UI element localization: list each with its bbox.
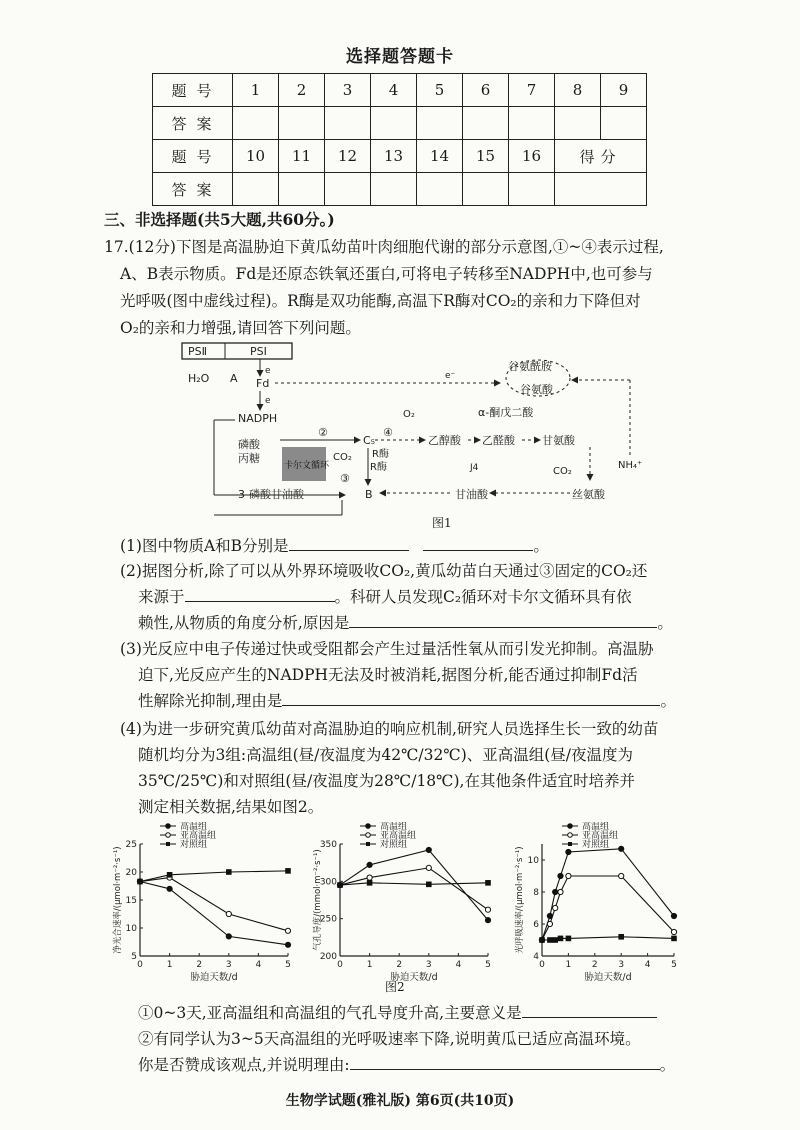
control-point — [672, 936, 677, 941]
legend-marker — [568, 842, 572, 846]
j4-label: J4 — [470, 463, 479, 473]
answer-table — [152, 73, 647, 206]
high-temp-point — [367, 862, 372, 867]
score-label: 得分 — [555, 140, 647, 173]
figure-2-charts — [110, 822, 710, 992]
legend-marker — [366, 833, 371, 838]
question-4a: (4)为进一步研究黄瓜幼苗对高温胁迫的响应机制,研究人员选择生长一致的幼苗 — [120, 720, 659, 738]
x-axis-label: 胁迫天数/d — [190, 972, 238, 983]
glutamine-label: 谷氨酰胺 — [508, 360, 552, 373]
answer-cell[interactable] — [371, 173, 417, 206]
score-cell[interactable] — [555, 173, 647, 206]
x-tick-label: 1 — [166, 960, 173, 970]
control-point — [427, 882, 432, 887]
r-enzyme-label-1: R酶 — [372, 449, 389, 460]
question-4-2b: 你是否赞成该观点,并说明理由: 。 — [138, 1052, 718, 1078]
control-point — [486, 881, 491, 886]
glycine-label: 甘氨酸 — [542, 434, 575, 447]
nadph-label: NADPH — [238, 412, 278, 425]
control-point — [548, 938, 553, 943]
glutamate-label: 谷氨酸 — [520, 383, 553, 396]
legend-marker — [568, 824, 573, 829]
question-text: O₂的亲和力增强,请回答下列问题。 — [120, 319, 361, 337]
legend-marker — [166, 842, 170, 846]
answer-cell[interactable] — [601, 107, 647, 140]
y-tick-label: 6 — [533, 920, 539, 930]
x-tick-label: 2 — [591, 960, 598, 970]
x-tick-label: 0 — [337, 960, 343, 970]
answer-cell[interactable] — [279, 107, 325, 140]
x-tick-label: 3 — [618, 960, 625, 970]
y-axis-label: 光呼吸速率/(μmol·m⁻²·s⁻¹) — [515, 846, 525, 954]
high-temp-point — [485, 918, 490, 923]
x-tick-label: 2 — [196, 960, 203, 970]
legend-label: 对照组 — [380, 840, 408, 850]
x-tick-label: 4 — [455, 960, 462, 970]
co2b-label: CO₂ — [553, 466, 572, 477]
co2-label: CO₂ — [333, 452, 352, 463]
page-title: 选择题答题卡 — [346, 47, 454, 67]
ps1-label: PSⅠ — [250, 345, 267, 358]
y-tick-label: 350 — [319, 840, 337, 850]
legend-marker — [366, 842, 370, 846]
question-number: 7 — [509, 74, 555, 107]
answer-cell[interactable] — [233, 173, 279, 206]
control-point — [167, 873, 172, 878]
control-series-line — [340, 883, 488, 885]
question-number: 3 — [325, 74, 371, 107]
answer-cell[interactable] — [555, 107, 601, 140]
legend-label: 高温组 — [380, 822, 408, 832]
question-2b: 来源于 。科研人员发现C₂循环对卡尔文循环具有依 — [138, 584, 718, 610]
answer-cell[interactable] — [233, 107, 279, 140]
legend-label: 对照组 — [180, 840, 208, 850]
figure-2-caption: 图2 — [385, 980, 405, 994]
y-tick-label: 8 — [533, 888, 539, 898]
question-number: 10 — [233, 140, 279, 173]
y-tick-label: 4 — [533, 952, 539, 962]
table-header-cell: 题号 — [153, 74, 233, 107]
answer-cell[interactable] — [417, 107, 463, 140]
y-axis-label: 气孔导度/(mmol·m⁻²·s⁻¹) — [313, 849, 323, 951]
question-4c: 35℃/25℃)和对照组(昼/夜温度为28℃/18℃),在其他条件适宜时培养并 — [138, 772, 635, 790]
control-point — [558, 936, 563, 941]
y-tick-label: 20 — [125, 868, 137, 878]
legend-label: 对照组 — [582, 840, 610, 850]
control-point — [138, 879, 143, 884]
legend-marker — [568, 833, 573, 838]
legend-label: 亚高温组 — [180, 831, 217, 841]
answer-blank-1a[interactable] — [289, 533, 409, 551]
x-axis-label: 胁迫天数/d — [390, 972, 438, 983]
control-point — [540, 938, 545, 943]
control-series-line — [140, 871, 288, 882]
e-minus-label: e⁻ — [445, 371, 456, 381]
question-3a: (3)光反应中电子传递过快或受阻都会产生过量活性氧从而引发光抑制。高温胁 — [120, 640, 654, 658]
high-temp-point — [553, 889, 558, 894]
page-footer: 生物学试题(雅礼版) 第6页(共10页) — [285, 1093, 515, 1109]
r-enzyme-label-2: R酶 — [370, 462, 387, 473]
step-2-label: ② — [318, 426, 328, 439]
legend-label: 亚高温组 — [582, 831, 619, 841]
answer-blank-3[interactable] — [282, 688, 660, 706]
question-number: 13 — [371, 140, 417, 173]
section-heading: 三、非选择题(共5大题,共60分。) — [104, 210, 335, 229]
question-text: 17.(12分)下图是高温胁迫下黄瓜幼苗叶肉细胞代谢的部分示意图,①~④表示过程, — [104, 238, 664, 256]
table-header-cell: 题号 — [153, 140, 233, 173]
high-temp-point — [285, 942, 290, 947]
answer-cell[interactable] — [463, 173, 509, 206]
triose-label-2: 丙糖 — [238, 452, 260, 465]
question-number: 6 — [463, 74, 509, 107]
x-tick-label: 4 — [644, 960, 651, 970]
answer-blank-4a[interactable] — [522, 1000, 657, 1018]
question-number: 15 — [463, 140, 509, 173]
question-4-2a: ②有同学认为3~5天高温组的光呼吸速率下降,说明黄瓜已适应高温环境。 — [138, 1030, 641, 1048]
high-temp-point — [566, 849, 571, 854]
o2-label: O₂ — [403, 409, 415, 420]
x-tick-label: 5 — [285, 960, 291, 970]
x-tick-label: 5 — [485, 960, 491, 970]
question-4-1: ①0~3天,亚高温组和高温组的气孔导度升高,主要意义是 — [138, 1000, 718, 1026]
pga-label: 3-磷酸甘油酸 — [238, 488, 304, 501]
fd-label: Fd — [256, 377, 270, 390]
figure-1-diagram — [170, 340, 690, 530]
question-3c: 性解除光抑制,理由是 。 — [138, 688, 718, 714]
control-point — [619, 935, 624, 940]
sub-high-temp-point — [226, 911, 231, 916]
serine-label: 丝氨酸 — [572, 488, 605, 501]
question-1: (1)图中物质A和B分别是 。 — [120, 533, 700, 559]
nh4-label: NH₄⁺ — [618, 460, 643, 471]
glyoxylic-acid-label: 乙醛酸 — [482, 434, 515, 447]
legend-label: 高温组 — [180, 822, 208, 832]
substance-b-label: B — [365, 488, 373, 501]
question-number: 14 — [417, 140, 463, 173]
question-2c: 赖性,从物质的角度分析,原因是 。 — [138, 610, 718, 636]
high-temp-series-line — [140, 882, 288, 945]
question-number: 16 — [509, 140, 555, 173]
question-number: 5 — [417, 74, 463, 107]
table-header-cell: 答案 — [153, 173, 233, 206]
answer-cell[interactable] — [279, 173, 325, 206]
x-tick-label: 1 — [366, 960, 373, 970]
question-4b: 随机均分为3组:高温组(昼/夜温度为42℃/32℃)、亚高温组(昼/夜温度为 — [138, 746, 634, 764]
answer-cell[interactable] — [509, 107, 555, 140]
figure-1-caption: 图1 — [432, 516, 452, 530]
high-temp-series-line — [340, 850, 488, 920]
sub-high-temp-point — [285, 928, 290, 933]
answer-cell[interactable] — [509, 173, 555, 206]
legend-label: 高温组 — [582, 822, 610, 832]
sub-high-temp-point — [671, 929, 676, 934]
answer-cell[interactable] — [417, 173, 463, 206]
legend-label: 亚高温组 — [380, 831, 417, 841]
question-number: 11 — [279, 140, 325, 173]
question-2a: (2)据图分析,除了可以从外界环境吸收CO₂,黄瓜幼苗白天通过③固定的CO₂还 — [120, 562, 648, 580]
sub-high-temp-point — [547, 921, 552, 926]
y-tick-label: 15 — [125, 896, 137, 906]
c5-label: C₅ — [363, 434, 376, 447]
answer-blank-4b[interactable] — [350, 1052, 660, 1070]
answer-cell[interactable] — [371, 107, 417, 140]
step-4-label: ④ — [383, 426, 393, 439]
question-number: 2 — [279, 74, 325, 107]
calvin-cycle-label: 卡尔文循环 — [284, 461, 330, 471]
sub-high-temp-point — [485, 907, 490, 912]
control-point — [566, 936, 571, 941]
e-label-2: e — [265, 396, 271, 406]
question-number: 9 — [601, 74, 647, 107]
question-number: 8 — [555, 74, 601, 107]
e-label: e — [265, 366, 271, 376]
question-text: A、B表示物质。Fd是还原态铁氧还蛋白,可将电子转移至NADPH中,也可参与 — [120, 265, 653, 283]
x-axis-label: 胁迫天数/d — [584, 972, 632, 983]
question-number: 1 — [233, 74, 279, 107]
sub-high-temp-series-line — [542, 876, 674, 940]
high-temp-point — [226, 934, 231, 939]
sub-high-temp-point — [426, 865, 431, 870]
glycolic-acid-label: 乙醇酸 — [428, 434, 461, 447]
legend-marker — [166, 824, 171, 829]
high-temp-point — [619, 846, 624, 851]
high-temp-point — [426, 847, 431, 852]
sub-high-temp-point — [558, 889, 563, 894]
answer-cell[interactable] — [325, 173, 371, 206]
legend-marker — [166, 833, 171, 838]
legend-marker — [366, 824, 371, 829]
answer-blank-1b[interactable] — [423, 533, 533, 551]
high-temp-point — [671, 913, 676, 918]
x-tick-label: 3 — [225, 960, 232, 970]
y-tick-label: 250 — [319, 914, 337, 925]
question-number: 12 — [325, 140, 371, 173]
y-tick-label: 10 — [125, 924, 137, 934]
ps2-label: PSⅡ — [188, 345, 208, 358]
h2o-label: H₂O — [188, 372, 210, 385]
answer-blank-2a[interactable] — [185, 584, 335, 602]
control-point — [367, 881, 372, 886]
control-point — [286, 869, 291, 874]
x-tick-label: 3 — [425, 960, 432, 970]
sub-high-temp-series-line — [140, 878, 288, 931]
answer-cell[interactable] — [463, 107, 509, 140]
answer-cell[interactable] — [325, 107, 371, 140]
y-tick-label: 25 — [125, 840, 137, 850]
x-tick-label: 0 — [137, 960, 143, 970]
question-text: 光呼吸(图中虚线过程)。R酶是双功能酶,高温下R酶对CO₂的亲和力下降但对 — [120, 292, 641, 310]
answer-blank-2b[interactable] — [349, 610, 657, 628]
high-temp-point — [558, 873, 563, 878]
x-tick-label: 0 — [539, 960, 545, 970]
x-tick-label: 1 — [565, 960, 572, 970]
glycerate-label: 甘油酸 — [455, 488, 488, 501]
y-axis-label: 净光合速率/(μmol·m⁻²·s⁻¹) — [113, 846, 123, 954]
y-tick-label: 10 — [527, 856, 539, 866]
sub-high-temp-point — [566, 873, 571, 878]
question-number: 4 — [371, 74, 417, 107]
control-point — [227, 870, 232, 875]
y-tick-label: 200 — [319, 952, 337, 962]
sub-high-temp-point — [619, 873, 624, 878]
sub-high-temp-series-line — [340, 868, 488, 910]
y-tick-label: 5 — [131, 952, 137, 962]
question-3b: 迫下,光反应产生的NADPH无法及时被消耗,据图分析,能否通过抑制Fd活 — [138, 666, 638, 684]
sub-high-temp-point — [553, 905, 558, 910]
step-3-label: ③ — [340, 472, 350, 485]
control-point — [338, 883, 343, 888]
substance-a-label: A — [230, 372, 238, 385]
sub-high-temp-point — [367, 875, 372, 880]
x-tick-label: 2 — [396, 960, 403, 970]
control-point — [553, 938, 558, 943]
akg-label: α-酮戊二酸 — [478, 406, 534, 419]
x-tick-label: 5 — [671, 960, 677, 970]
question-4d: 测定相关数据,结果如图2。 — [138, 798, 324, 816]
table-header-cell: 答案 — [153, 107, 233, 140]
y-tick-label: 300 — [319, 877, 337, 888]
x-tick-label: 4 — [255, 960, 262, 970]
triose-label-1: 磷酸 — [238, 438, 260, 451]
high-temp-point — [167, 886, 172, 891]
